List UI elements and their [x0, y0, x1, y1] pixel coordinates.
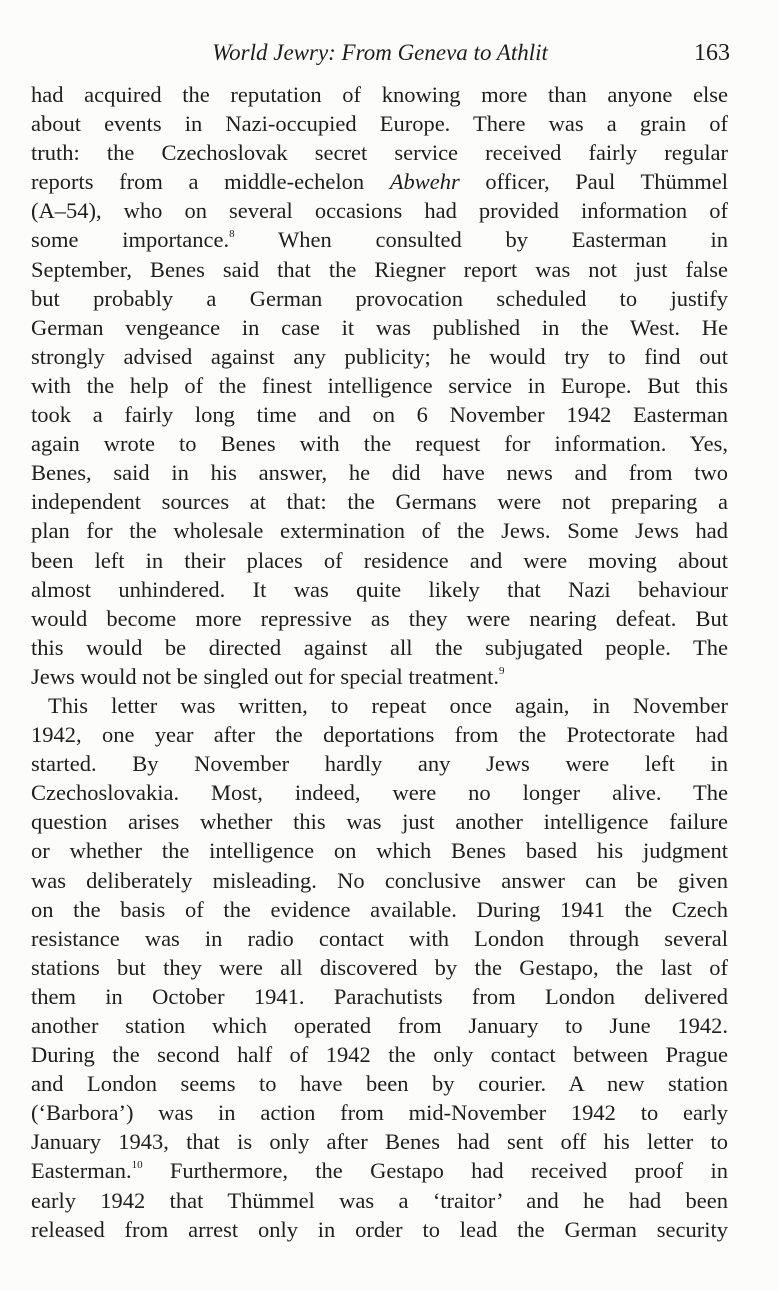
text-line — [31, 924, 728, 953]
text-segment: officer, Paul Thümmel — [459, 169, 728, 195]
text-segment: stations but they were all discovered by the Gestapo, the last of — [31, 954, 728, 980]
text-line — [31, 807, 728, 836]
text-segment: would become more repressive as they were nearing defeat. But — [31, 605, 728, 631]
text-line — [31, 953, 728, 982]
text-line — [31, 982, 728, 1011]
text-segment: September, Benes said that the Riegner report was not just false — [31, 256, 728, 282]
text-segment: almost unhindered. It was quite likely that Nazi behaviour — [31, 576, 728, 602]
text-line — [31, 109, 728, 138]
text-segment: this would be directed against all the subjugated people. The — [31, 634, 728, 660]
text-line — [31, 167, 728, 196]
text-segment: Czechoslovakia. Most, indeed, were no longer alive. The — [31, 780, 728, 806]
text-line — [31, 400, 728, 429]
text-line — [31, 1186, 728, 1215]
text-segment: reports from a middle-echelon — [31, 169, 390, 195]
text-segment: early 1942 that Thümmel was a ‘traitor’ and he had been — [31, 1187, 728, 1213]
page-number: 163 — [694, 40, 730, 66]
text-segment: some importance. — [31, 227, 230, 253]
text-line — [31, 1127, 728, 1156]
text-line — [31, 1069, 728, 1098]
text-segment: released from arrest only in order to lead the German security — [31, 1216, 728, 1242]
text-segment: or whether the intelligence on which Benes based his judgment — [31, 838, 728, 864]
text-line — [31, 429, 728, 458]
text-line — [31, 778, 728, 807]
text-line — [31, 546, 728, 575]
text-line — [31, 487, 728, 516]
text-segment: and London seems to have been by courier. A new station — [31, 1071, 728, 1097]
text-segment: (‘Barbora’) was in action from mid-November 1942 to early — [31, 1100, 728, 1126]
text-segment: Benes, said in his answer, he did have news and from two — [31, 460, 728, 486]
italic-term: Abwehr — [389, 169, 460, 195]
footnote-marker: 9 — [499, 664, 505, 677]
text-segment: again wrote to Benes with the request for information. Yes, — [31, 431, 728, 457]
text-line — [31, 138, 728, 167]
text-segment: This letter was written, to repeat once again, in November — [48, 692, 728, 718]
text-segment: strongly advised against any publicity; he would try to find out — [31, 343, 728, 369]
text-segment: When consulted by Easterman in — [234, 227, 728, 253]
text-line — [31, 313, 728, 342]
text-line — [31, 749, 728, 778]
text-segment: German vengeance in case it was published in the West. He — [31, 314, 728, 340]
text-segment: took a fairly long time and on 6 November 1942 Easterman — [31, 402, 728, 428]
text-segment: independent sources at that: the Germans were not preparing a — [31, 489, 728, 515]
text-segment: Jews would not be singled out for special treatment. — [31, 663, 500, 689]
text-line — [31, 80, 728, 109]
body-text — [31, 80, 728, 1244]
text-segment: another station which operated from January to June 1942. — [31, 1013, 728, 1038]
text-segment: resistance was in radio contact with London through several — [31, 925, 728, 951]
text-segment: January 1943, that is only after Benes had sent off his letter to — [31, 1129, 728, 1155]
text-segment: During the second half of 1942 the only contact between Prague — [31, 1042, 728, 1068]
text-segment: plan for the wholesale extermination of the Jews. Some Jews had — [31, 518, 728, 544]
text-line — [31, 1156, 728, 1185]
text-segment: 1942, one year after the deportations from the Protectorate had — [31, 722, 728, 748]
text-line — [31, 720, 728, 749]
text-segment: (A–54), who on several occasions had provided information of — [31, 198, 728, 224]
text-segment: them in October 1941. Parachutists from London delivered — [31, 983, 728, 1009]
text-line — [31, 836, 728, 865]
running-head-title: World Jewry: From Geneva to Athlit — [212, 40, 548, 65]
text-line — [31, 1215, 728, 1244]
text-line — [31, 255, 728, 284]
text-segment: but probably a German provocation scheduled to justify — [31, 285, 728, 311]
text-line — [31, 895, 728, 924]
text-line — [31, 633, 728, 662]
text-segment: with the help of the finest intelligence service in Europe. But this — [31, 372, 728, 398]
text-line — [31, 371, 728, 400]
text-line — [31, 575, 728, 604]
footnote-marker: 10 — [131, 1159, 143, 1172]
text-line — [31, 196, 728, 225]
text-segment: about events in Nazi-occupied Europe. There was a grain of — [31, 111, 728, 137]
text-segment: Furthermore, the Gestapo had received proof in — [142, 1158, 728, 1184]
text-line — [31, 458, 728, 487]
text-line — [31, 284, 728, 313]
text-segment: was deliberately misleading. No conclusive answer can be given — [31, 867, 728, 893]
text-line — [31, 866, 728, 895]
text-segment: started. By November hardly any Jews were left in — [31, 751, 728, 777]
text-segment: on the basis of the evidence available. During 1941 the Czech — [31, 896, 728, 922]
text-line — [31, 691, 728, 720]
text-segment: had acquired the reputation of knowing more than anyone else — [31, 82, 728, 107]
text-line — [31, 604, 728, 633]
text-segment: question arises whether this was just another intelligence failure — [31, 809, 728, 835]
text-line — [31, 1098, 728, 1127]
text-segment: truth: the Czechoslovak secret service received fairly regular — [31, 140, 728, 166]
footnote-marker: 8 — [229, 228, 235, 241]
text-segment: been left in their places of residence and were moving about — [31, 547, 728, 573]
text-line — [31, 516, 728, 545]
text-segment: Easterman. — [31, 1158, 132, 1184]
text-line — [31, 1040, 728, 1069]
text-line — [31, 225, 728, 254]
text-line — [31, 342, 728, 371]
text-line — [31, 1011, 728, 1040]
text-line — [31, 662, 728, 691]
